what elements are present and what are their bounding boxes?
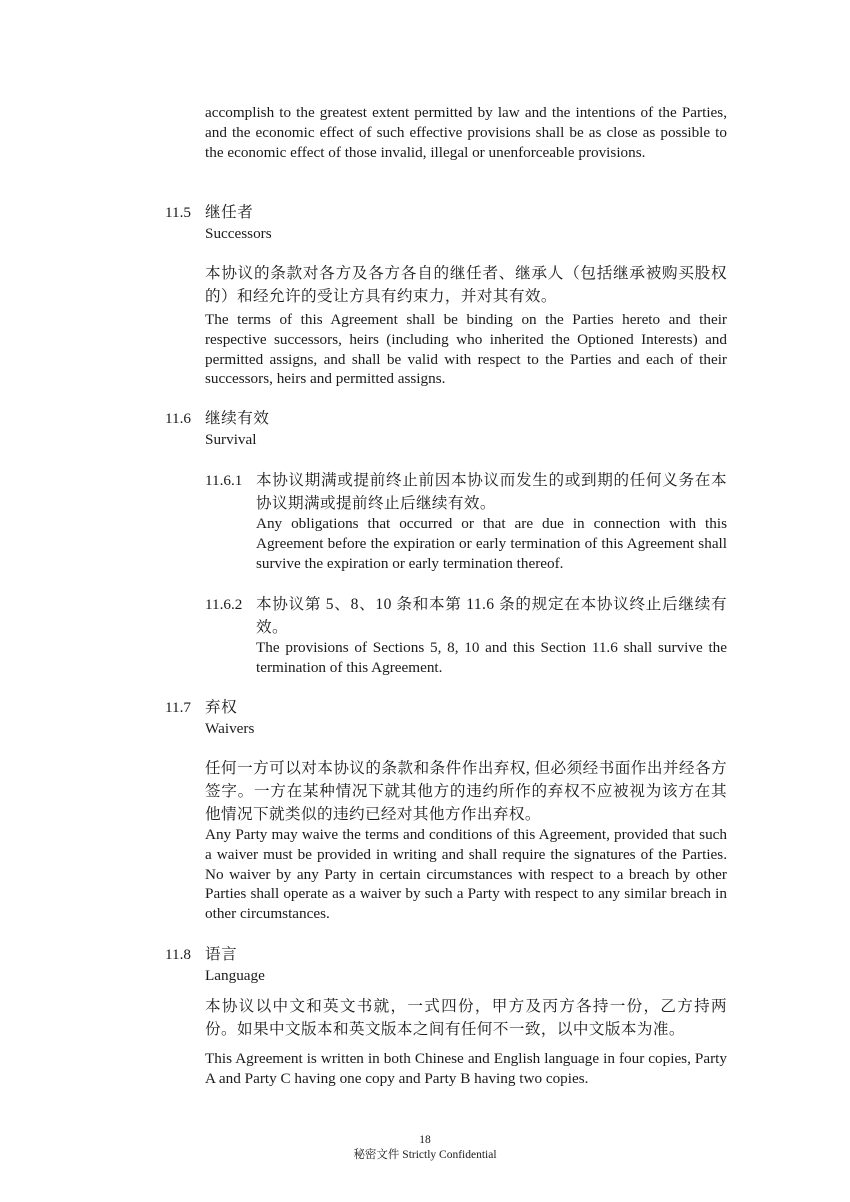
section-number-11-6: 11.6 — [165, 410, 192, 427]
section-title-en-11-7: Waivers — [205, 720, 255, 737]
section-number-11-7: 11.7 — [165, 699, 192, 716]
section-body-en-11-5: The terms of this Agreement shall be binding on the Parties hereto and their respective successors, heirs (including who inherited the Optioned Interests) and permitted assigns, and shall be valid with respect to the Parties and each of their successors, heirs and permitted assigns. — [205, 311, 727, 388]
section-body-en-11-7: Any Party may waive the terms and conditions of this Agreement, provided that such a waiver must be provided in writing and shall require the signatures of the Parties. No waiver by any Party in certain circumstances with respect to a breach by other Parties shall operate as a waiver by such a Party with respect to any similar breach in other circumstances. — [205, 826, 727, 923]
confidentiality-footer: 秘密文件 Strictly Confidential — [353, 1149, 497, 1161]
subsection-body-en-11-6-1: Any obligations that occurred or that are due in connection with this Agreement before the expiration or early termination of this Agreement shall survive the expiration or early termination thereof. — [256, 515, 727, 572]
section-body-zh-11-7: 任何一方可以对本协议的条款和条件作出弃权, 但必须经书面作出并经各方签字。一方在某种情况下就其他方的违约所作的弃权不应被视为该方在其他情况下就类似的违约已经对其他方作出弃权。 — [205, 760, 727, 823]
section-title-en-11-8: Language — [205, 967, 265, 984]
subsection-number-11-6-1: 11.6.1 — [205, 472, 243, 489]
section-number-11-8: 11.8 — [165, 946, 192, 963]
subsection-body-en-11-6-2: The provisions of Sections 5, 8, 10 and this Section 11.6 shall survive the termination of this Agreement. — [256, 639, 727, 676]
section-number-11-5: 11.5 — [165, 204, 192, 221]
section-body-zh-11-5: 本协议的条款对各方及各方各自的继任者、继承人（包括继承被购买股权的）和经允许的受让方具有约束力，并对其有效。 — [205, 265, 727, 305]
subsection-number-11-6-2: 11.6.2 — [205, 596, 243, 613]
subsection-body-zh-11-6-1: 本协议期满或提前终止前因本协议而发生的或到期的任何义务在本协议期满或提前终止后继续有效。 — [256, 472, 727, 512]
section-title-zh-11-8: 语言 — [205, 946, 238, 963]
section-body-en-11-8: This Agreement is written in both Chinese and English language in four copies, Party A and Party C having one copy and Party B having two copies. — [205, 1050, 727, 1087]
continuation-paragraph: accomplish to the greatest extent permitted by law and the intentions of the Parties, and the economic effect of such effective provisions shall be as close as possible to the economic effect of those invalid, illegal or unenforceable provisions. — [205, 104, 727, 161]
section-title-zh-11-6: 继续有效 — [205, 410, 270, 427]
section-title-en-11-5: Successors — [205, 225, 272, 242]
section-title-zh-11-5: 继任者 — [205, 204, 254, 221]
section-body-zh-11-8: 本协议以中文和英文书就，一式四份，甲方及丙方各持一份，乙方持两份。如果中文版本和英文版本之间有任何不一致，以中文版本为准。 — [205, 998, 727, 1038]
section-title-en-11-6: Survival — [205, 431, 257, 448]
section-title-zh-11-7: 弃权 — [205, 699, 238, 716]
page-number: 18 — [419, 1134, 431, 1146]
subsection-body-zh-11-6-2: 本协议第 5、8、10 条和本第 11.6 条的规定在本协议终止后继续有效。 — [256, 596, 727, 636]
